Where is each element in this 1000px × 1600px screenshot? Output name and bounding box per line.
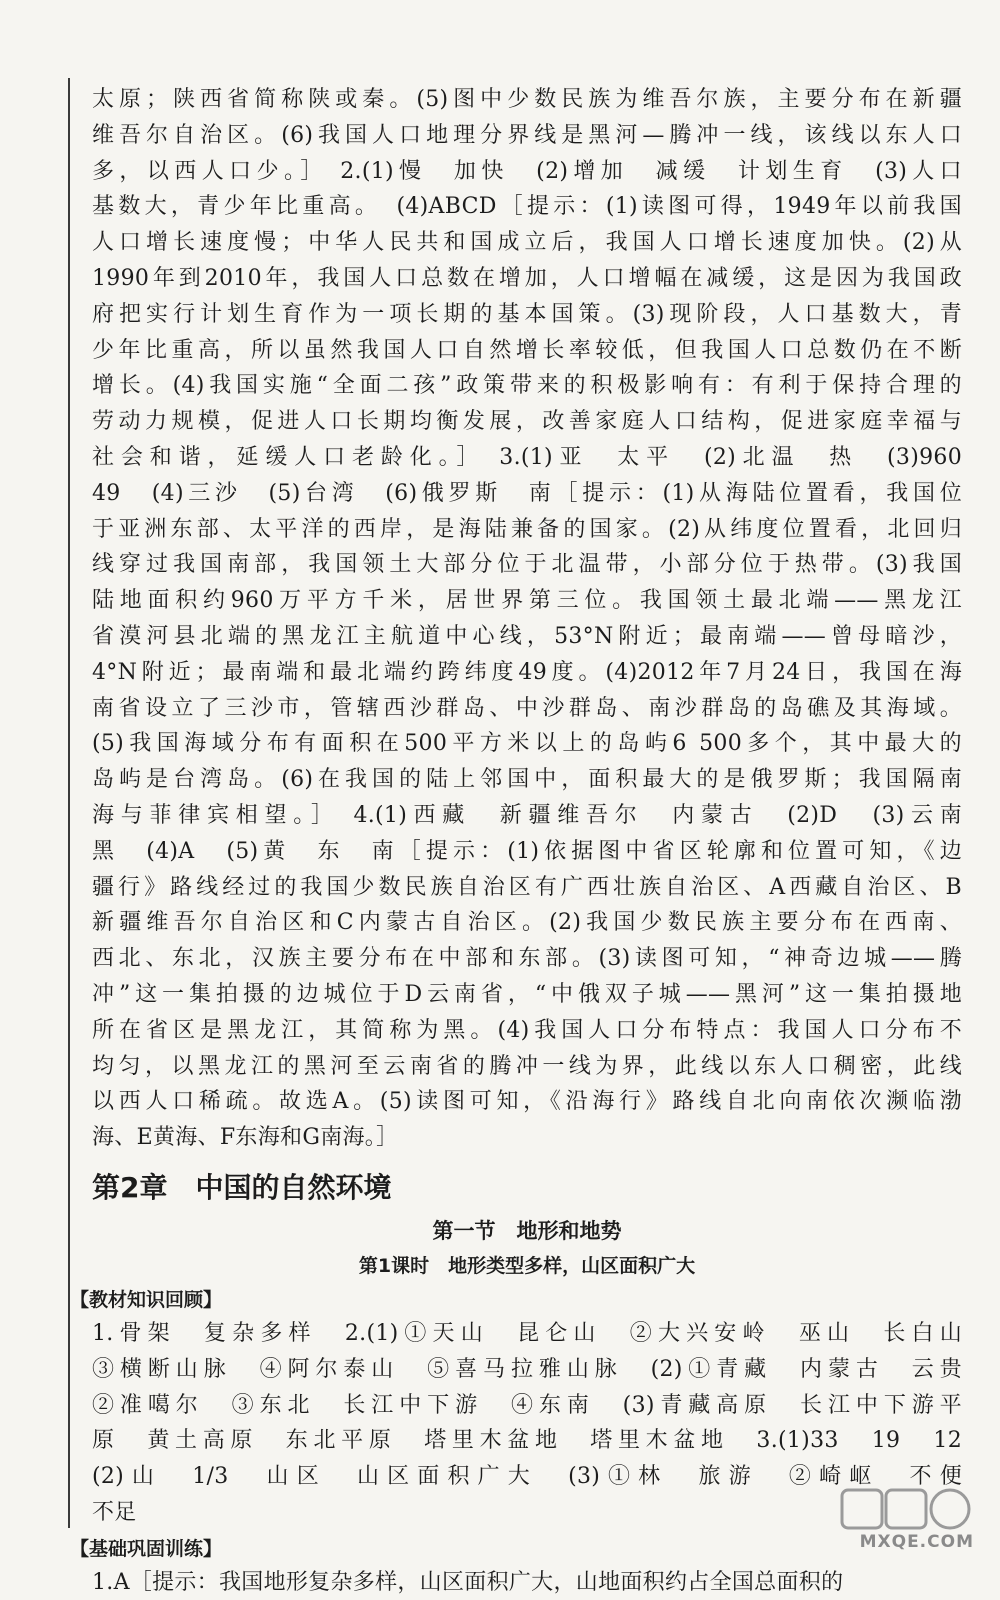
- page-content: [70, 82, 962, 1600]
- watermark-text: MXQE.COM: [859, 1532, 974, 1552]
- text-line: 增长。(4)我国实施“全面二孩”政策带来的积极影响有：有利于保持合理的: [92, 373, 962, 399]
- practice-answers: [92, 1565, 962, 1600]
- text-line: 所在省区是黑龙江，其简称为黑。(4)我国人口分布特点：我国人口分布不: [92, 1017, 962, 1043]
- review-line: ②准噶尔 ③东北 长江中下游 ④东南 (3)青藏高原 长江中下游平: [92, 1392, 962, 1418]
- section-title: 第一节 地形和地势: [432, 1218, 622, 1243]
- text-line: 府把实行计划生育作为一项长期的基本国策。(3)现阶段，人口基数大，青: [92, 301, 962, 327]
- answer-text-block: [92, 82, 962, 1156]
- lesson-title: 第1课时 地形类型多样，山区面积广大: [358, 1254, 696, 1277]
- text-line: 少年比重高，所以虽然我国人口自然增长率较低，但我国人口总数仍在不断: [92, 337, 962, 363]
- text-line: 社会和谐，延缓人口老龄化。］ 3.(1)亚 太平 (2)北温 热 (3)960: [92, 444, 962, 470]
- text-line: 冲”这一集拍摄的边城位于D云南省，“中俄双子城——黑河”这一集拍摄地: [92, 981, 962, 1007]
- review-line: 不足: [92, 1499, 137, 1525]
- practice-label: 【基础巩固训练】: [70, 1537, 223, 1560]
- chapter-title: 第2章 中国的自然环境: [92, 1170, 392, 1204]
- review-line: (2)山 1/3 山区 山区面积广大 (3)①林 旅游 ②崎岖 不便: [92, 1464, 962, 1490]
- review-line: 原 黄土高原 东北平原 塔里木盆地 塔里木盆地 3.(1)33 19 12: [92, 1428, 962, 1454]
- review-line: ③横断山脉 ④阿尔泰山 ⑤喜马拉雅山脉 (2)①青藏 内蒙古 云贵: [92, 1356, 962, 1382]
- text-line: 劳动力规模，促进人口长期均衡发展，改善家庭人口结构，促进家庭幸福与: [92, 409, 962, 435]
- text-line: 以西人口稀疏。故选A。(5)读图可知，《沿海行》路线自北向南依次濒临渤: [92, 1089, 962, 1115]
- text-line: 南省设立了三沙市，管辖西沙群岛、中沙群岛、南沙群岛的岛礁及其海域。: [92, 695, 962, 721]
- text-line: 基数大，青少年比重高。 (4)ABCD［提示：(1)读图可得，1949年以前我国: [92, 194, 962, 220]
- text-line: 太原；陕西省简称陕或秦。(5)图中少数民族为维吾尔族，主要分布在新疆: [92, 87, 962, 112]
- text-line: 人口增长速度慢；中华人民共和国成立后，我国人口增长速度加快。(2)从: [92, 230, 962, 256]
- text-line: 省漠河县北端的黑龙江主航道中心线，53°N附近；最南端——曾母暗沙，: [92, 623, 962, 649]
- text-line: 于亚洲东部、太平洋的西岸，是海陆兼备的国家。(2)从纬度位置看，北回归: [92, 516, 962, 542]
- text-line: 4°N附近；最南端和最北端约跨纬度49度。(4)2012年7月24日，我国在海: [92, 659, 962, 685]
- text-line: 岛屿是台湾岛。(6)在我国的陆上邻国中，面积最大的是俄罗斯；我国隔南: [92, 767, 962, 793]
- text-line: (5)我国海域分布有面积在500平方米以上的岛屿6 500多个，其中最大的: [92, 731, 962, 757]
- text-line: 海、E黄海、F东海和G南海。］: [92, 1125, 399, 1151]
- text-line: 新疆维吾尔自治区和C内蒙古自治区。(2)我国少数民族主要分布在西南、: [92, 910, 962, 936]
- text-line: 线穿过我国南部，我国领土大部分位于北温带，小部分位于热带。(3)我国: [92, 552, 962, 578]
- text-line: 黑 (4)A (5)黄 东 南［提示：(1)依据图中省区轮廓和位置可知，《边: [92, 838, 962, 864]
- text-line: 均匀，以黑龙江的黑河至云南省的腾冲一线为界，此线以东人口稠密，此线: [92, 1053, 962, 1079]
- review-label: 【教材知识回顾】: [70, 1288, 223, 1311]
- watermark-logo: [782, 1486, 982, 1554]
- text-line: 维吾尔自治区。(6)我国人口地理分界线是黑河—腾冲一线，该线以东人口: [92, 122, 962, 148]
- text-line: 1990年到2010年，我国人口总数在增加，人口增幅在减缓，这是因为我国政: [92, 265, 962, 291]
- text-line: 西北、东北，汉族主要分布在中部和东部。(3)读图可知，“神奇边城——腾: [92, 946, 962, 972]
- text-line: 海与菲律宾相望。］ 4.(1)西藏 新疆维吾尔 内蒙古 (2)D (3)云南: [92, 802, 962, 828]
- text-line: 多，以西人口少。］ 2.(1)慢 加快 (2)增加 减缓 计划生育 (3)人口: [92, 158, 962, 184]
- text-line: 49 (4)三沙 (5)台湾 (6)俄罗斯 南［提示：(1)从海陆位置看，我国位: [92, 480, 962, 506]
- text-line: 疆行》路线经过的我国少数民族自治区有广西壮族自治区、A西藏自治区、B: [92, 874, 962, 900]
- review-line: 1.骨架 复杂多样 2.(1)①天山 昆仑山 ②大兴安岭 巫山 长白山: [92, 1320, 962, 1346]
- text-line: 陆地面积约960万平方千米，居世界第三位。我国领土最北端——黑龙江: [92, 588, 962, 614]
- practice-line: 1.A［提示：我国地形复杂多样，山区面积广大，山地面积约占全国总面积的: [92, 1569, 844, 1595]
